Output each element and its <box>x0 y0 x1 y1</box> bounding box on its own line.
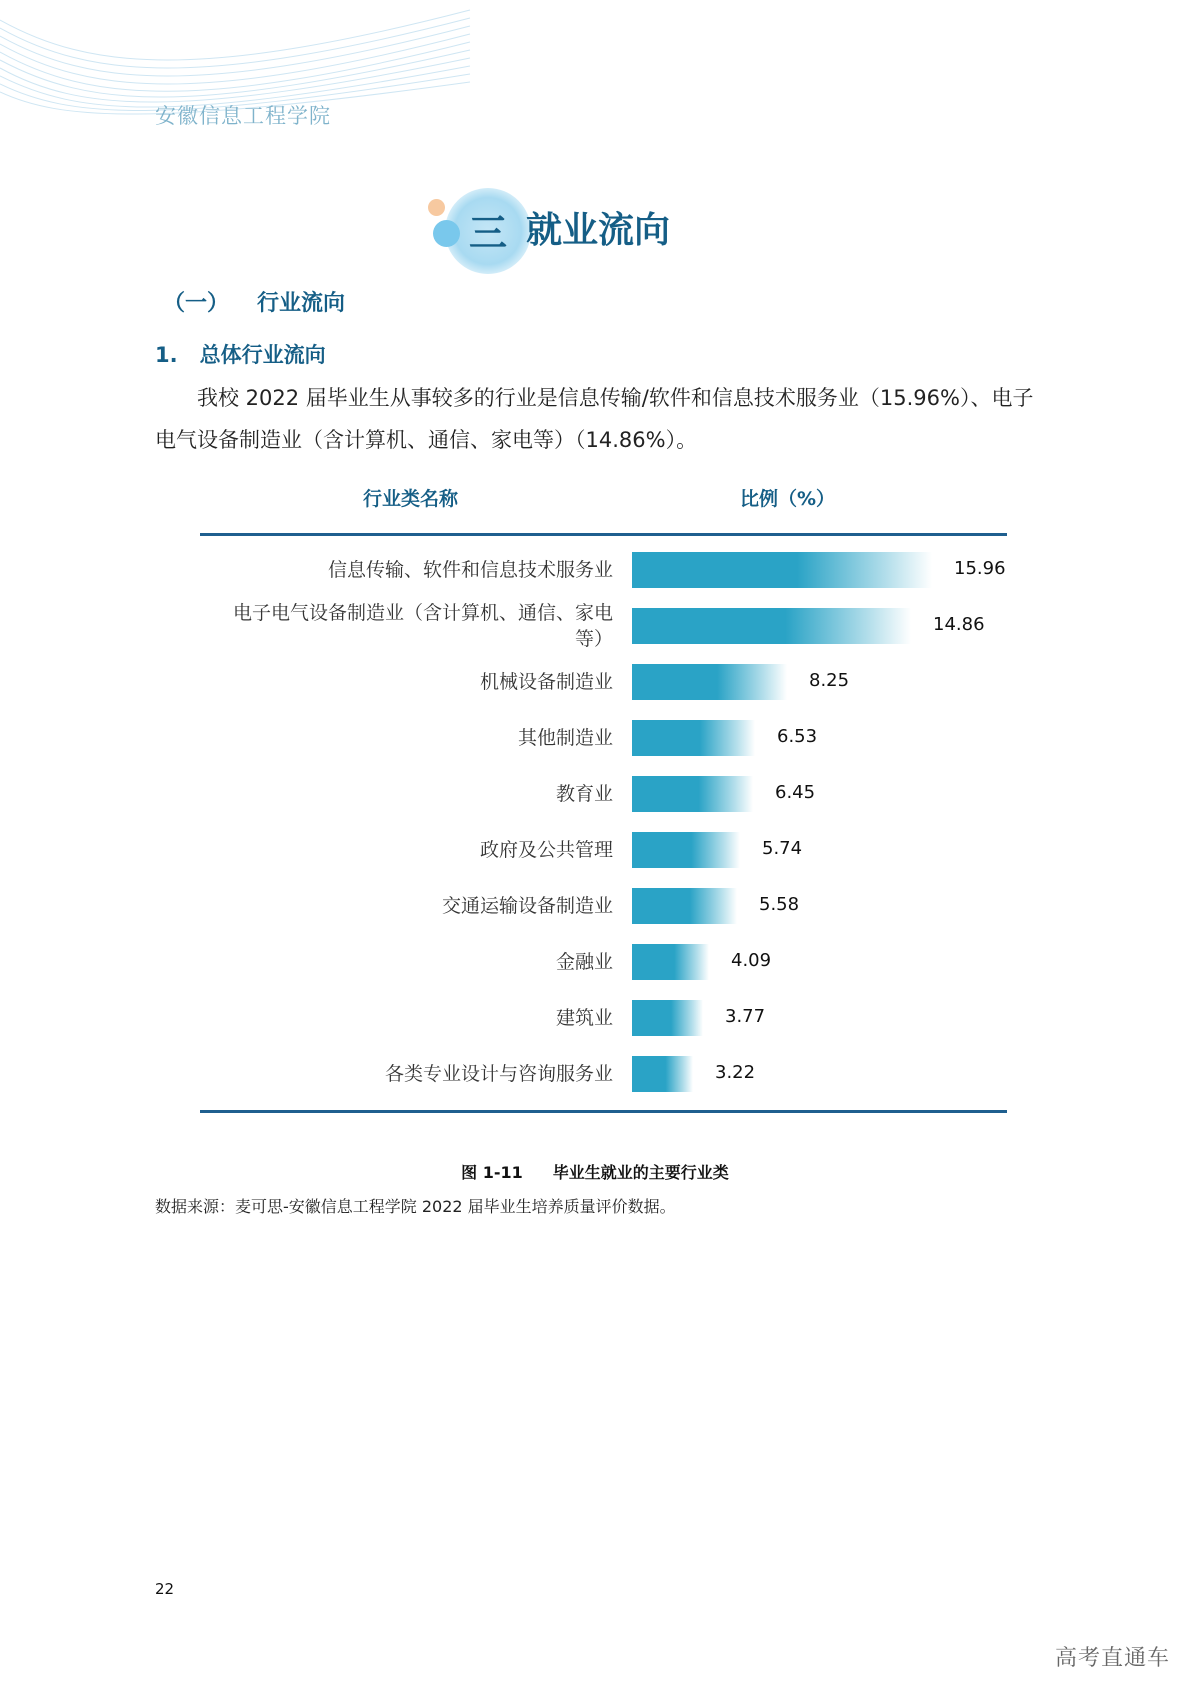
table-bottom-rule <box>200 1110 1007 1113</box>
chart-row <box>0 1046 1190 1102</box>
chart-row <box>0 654 1190 710</box>
subheading <box>163 286 345 317</box>
chart-value-label: 6.53 <box>777 726 818 747</box>
column-header-industry: 行业类名称 <box>363 488 459 510</box>
figure-number: 图 1-11 <box>461 1163 523 1182</box>
data-source-note: 数据来源：麦可思-安徽信息工程学院 2022 届毕业生培养质量评价数据。 <box>155 1197 676 1216</box>
chart-bar <box>632 664 787 700</box>
chart-value-label: 5.58 <box>759 894 800 915</box>
section-number: 三 <box>469 211 508 255</box>
chart-bar <box>632 1000 703 1036</box>
chart-category-label: 电子电气设备制造业（含计算机、通信、家电等） <box>232 602 613 650</box>
chart-value-label: 5.74 <box>762 838 803 859</box>
chart-value-label: 8.25 <box>809 670 850 691</box>
badge-dot-orange <box>428 199 445 216</box>
subsection-heading <box>155 339 326 369</box>
section-title: 就业流向 <box>526 210 671 251</box>
body-paragraph <box>155 377 1035 461</box>
table-top-rule <box>200 533 1007 536</box>
chart-value-label: 6.45 <box>775 782 816 803</box>
chart-bar <box>632 888 737 924</box>
chart-value-label: 3.22 <box>715 1062 756 1083</box>
chart-bar <box>632 720 755 756</box>
chart-row <box>0 542 1190 598</box>
chart-category-label: 其他制造业 <box>517 727 613 749</box>
section-heading <box>425 188 685 278</box>
chart-value-label: 4.09 <box>731 950 772 971</box>
subheading-text: 行业流向 <box>257 291 346 316</box>
watermark-text: 高考直通车 <box>1054 1646 1170 1671</box>
chart-value-label: 15.96 <box>954 558 1006 579</box>
chart-row <box>0 822 1190 878</box>
chart-row <box>0 710 1190 766</box>
page-number: 22 <box>155 1580 175 1598</box>
chart-category-label: 金融业 <box>555 951 613 973</box>
chart-category-label: 建筑业 <box>555 1007 613 1029</box>
chart-category-label: 交通运输设备制造业 <box>441 895 613 917</box>
subheading-number: （一） <box>163 291 230 316</box>
chart-row <box>0 990 1190 1046</box>
chart-bar <box>632 608 911 644</box>
chart-category-label: 教育业 <box>555 783 613 805</box>
chart-category-label: 信息传输、软件和信息技术服务业 <box>327 559 613 581</box>
chart-bar <box>632 776 753 812</box>
chart-row <box>0 934 1190 990</box>
chart-category-label: 机械设备制造业 <box>479 671 613 693</box>
school-name-header: 安徽信息工程学院 <box>155 104 331 128</box>
chart-bar <box>632 1056 693 1092</box>
chart-row <box>0 598 1190 654</box>
chart-value-label: 3.77 <box>725 1006 766 1027</box>
chart-bar <box>632 944 709 980</box>
column-header-ratio: 比例（%） <box>740 488 836 510</box>
chart-row <box>0 878 1190 934</box>
subsection-text: 总体行业流向 <box>199 343 326 367</box>
paragraph-text: 我校 2022 届毕业生从事较多的行业是信息传输/软件和信息技术服务业（15.96%）、电子电气设备制造业（含计算机、通信、家电等）（14.86%）。 <box>155 386 1034 452</box>
chart-category-label: 各类专业设计与咨询服务业 <box>384 1063 613 1085</box>
chart-value-label: 14.86 <box>933 614 985 635</box>
chart-category-label: 政府及公共管理 <box>479 839 613 861</box>
chart-row <box>0 766 1190 822</box>
subsection-number: 1. <box>155 343 178 367</box>
figure-caption-text: 毕业生就业的主要行业类 <box>552 1163 729 1182</box>
chart-bar <box>632 832 740 868</box>
chart-bar <box>632 552 932 588</box>
figure-caption <box>0 1160 1190 1183</box>
badge-dot-blue <box>433 220 460 247</box>
